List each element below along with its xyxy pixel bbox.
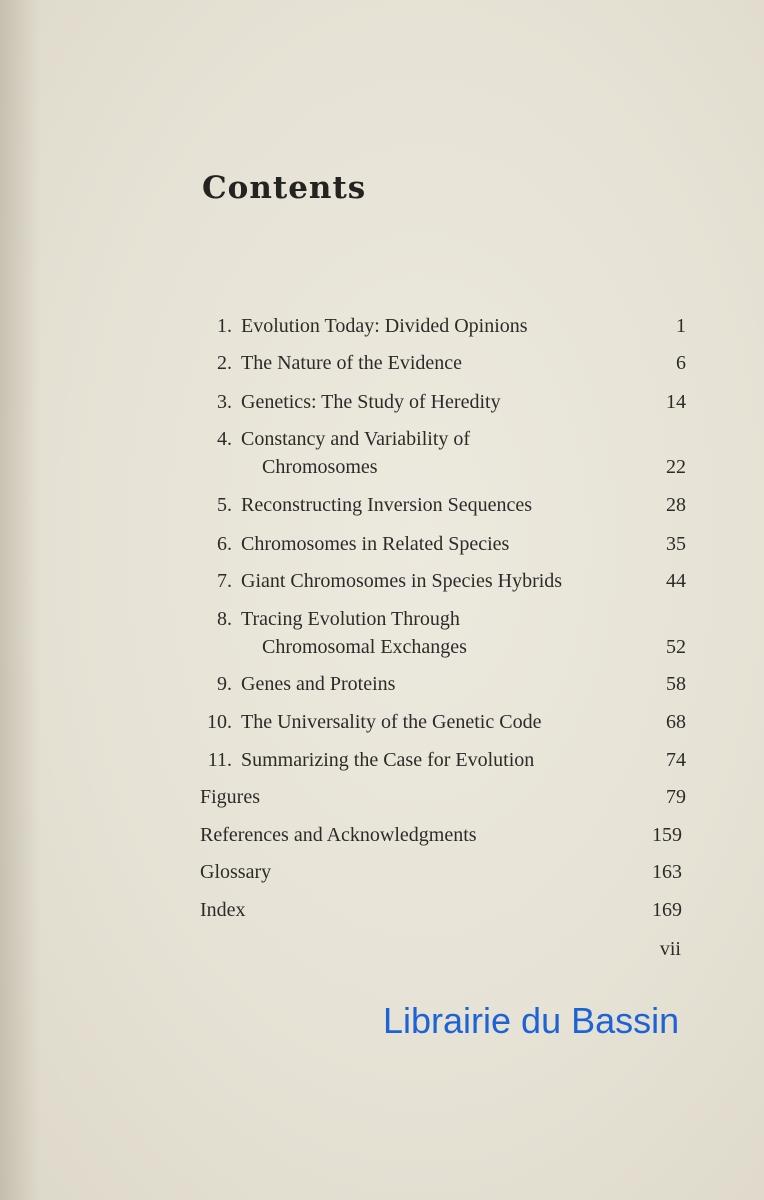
entry-number: 5.	[217, 494, 232, 516]
entry-title: Glossary	[200, 861, 272, 883]
entry-page: 169	[652, 899, 682, 921]
entry-page: 79	[666, 786, 686, 808]
entry-page: 14	[666, 391, 686, 413]
entry-title: References and Acknowledgments	[200, 824, 477, 846]
entry-title-continued: Chromosomes	[262, 456, 378, 478]
entry-page: 28	[666, 494, 686, 516]
entry-page: 6	[676, 352, 686, 374]
entry-title: Summarizing the Case for Evolution	[241, 749, 535, 771]
entry-number: 6.	[217, 533, 232, 555]
entry-number: 7.	[217, 570, 232, 592]
entry-page: 44	[666, 570, 686, 592]
entry-title: The Universality of the Genetic Code	[241, 711, 542, 733]
entry-number: 9.	[217, 673, 232, 695]
entry-number: 1.	[217, 315, 232, 337]
entry-title: Evolution Today: Divided Opinions	[241, 315, 528, 337]
entry-title: Chromosomes in Related Species	[241, 533, 510, 555]
entry-number: 11.	[207, 749, 232, 771]
entry-title: Constancy and Variability of	[241, 428, 471, 450]
entry-page: 163	[652, 861, 682, 883]
entry-title: Genetics: The Study of Heredity	[241, 391, 501, 413]
entry-page: 22	[666, 456, 686, 478]
watermark-text: Librairie du Bassin	[383, 1000, 680, 1041]
entry-title: Figures	[200, 786, 260, 808]
entry-number: 4.	[217, 428, 232, 450]
entry-title: Reconstructing Inversion Sequences	[241, 494, 533, 516]
entry-title: Genes and Proteins	[241, 673, 396, 695]
entry-title-continued: Chromosomal Exchanges	[262, 636, 467, 658]
entry-number: 2.	[217, 352, 232, 374]
entry-page: 68	[666, 711, 686, 733]
entry-page: 52	[666, 636, 686, 658]
entry-page: 74	[666, 749, 686, 771]
entry-title: Index	[200, 899, 246, 921]
entry-number: 3.	[217, 391, 232, 413]
page-folio: vii	[659, 938, 681, 960]
contents-heading: Contents	[202, 170, 367, 206]
entry-page: 1	[676, 315, 686, 337]
entry-number: 10.	[207, 711, 232, 733]
entry-page: 159	[652, 824, 682, 846]
entry-number: 8.	[217, 608, 232, 630]
entry-title: Giant Chromosomes in Species Hybrids	[241, 570, 563, 592]
entry-page: 35	[666, 533, 686, 555]
entry-title: The Nature of the Evidence	[241, 352, 463, 374]
entry-title: Tracing Evolution Through	[241, 608, 460, 630]
entry-page: 58	[666, 673, 686, 695]
